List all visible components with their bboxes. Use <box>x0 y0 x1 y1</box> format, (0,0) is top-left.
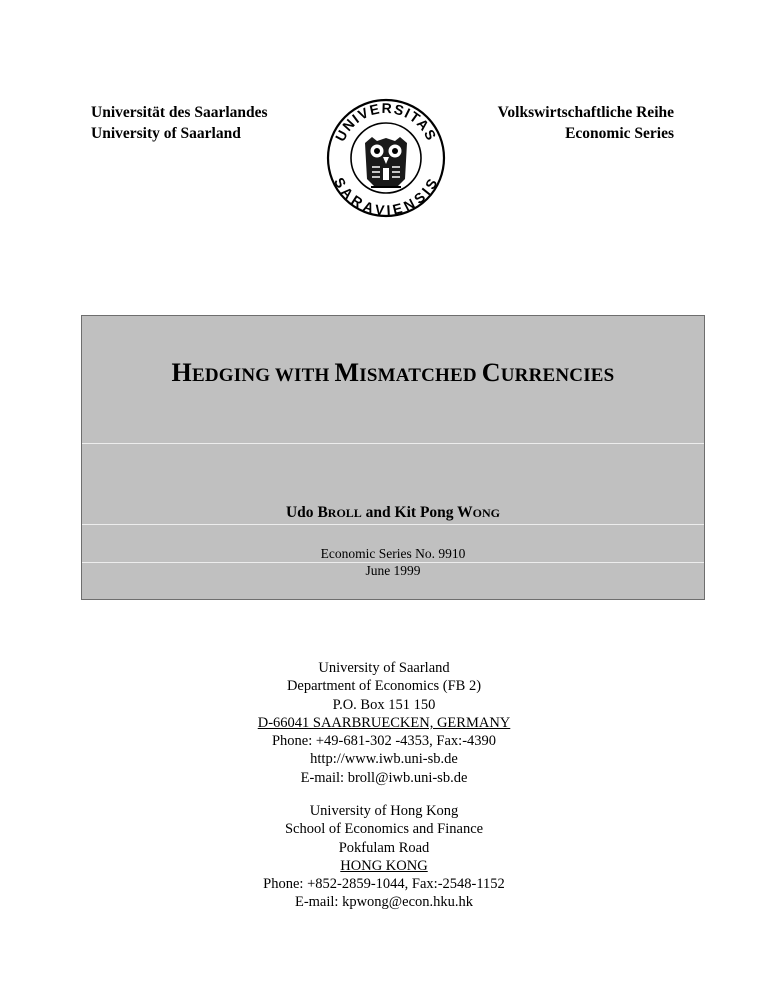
title-box <box>81 315 705 600</box>
address-line: School of Economics and Finance <box>284 821 484 838</box>
university-name-english: University of Saarland <box>91 125 241 142</box>
owl-seal-icon <box>325 97 447 219</box>
university-name-german: Universität des Saarlandes <box>91 104 268 121</box>
series-number: Economic Series No. 9910 <box>320 546 466 561</box>
series-info <box>82 545 704 579</box>
box-divider <box>82 443 704 444</box>
paper-authors: Udo BROLL and Kit Pong WONG <box>285 504 500 521</box>
address-hong-kong <box>0 802 768 912</box>
svg-text:UNIVERSITAS <box>332 100 440 144</box>
address-line: P.O. Box 151 150 <box>332 696 436 713</box>
owl-figure <box>365 137 407 187</box>
address-email[interactable]: E-mail: kpwong@econ.hku.hk <box>294 894 474 911</box>
series-name-german: Volkswirtschaftliche Reihe <box>497 104 674 121</box>
address-line: Pokfulam Road <box>338 839 430 856</box>
address-line: University of Saarland <box>318 660 450 676</box>
address-line: D-66041 SAARBRUECKEN, GERMANY <box>257 714 511 731</box>
address-line: University of Hong Kong <box>309 803 459 819</box>
address-email[interactable]: E-mail: broll@iwb.uni-sb.de <box>300 769 468 786</box>
series-date: June 1999 <box>365 563 421 578</box>
paper-title: HEDGING WITH MISMATCHED CURRENCIES <box>171 358 615 387</box>
address-line: HONG KONG <box>340 857 428 874</box>
box-divider <box>82 524 704 525</box>
address-line: Phone: +49-681-302 -4353, Fax:-4390 <box>271 733 497 750</box>
address-saarland <box>0 659 768 787</box>
address-line: Department of Economics (FB 2) <box>286 678 482 695</box>
address-website[interactable]: http://www.iwb.uni-sb.de <box>310 751 458 768</box>
seal-bottom-text: SARAVIENSIS <box>330 174 442 219</box>
address-line: Phone: +852-2859-1044, Fax:-2548-1152 <box>263 876 505 893</box>
series-name-right <box>498 102 674 144</box>
seal-top-text: UNIVERSITAS <box>331 99 441 144</box>
series-name-english: Economic Series <box>565 125 674 142</box>
university-name-left <box>91 102 268 144</box>
